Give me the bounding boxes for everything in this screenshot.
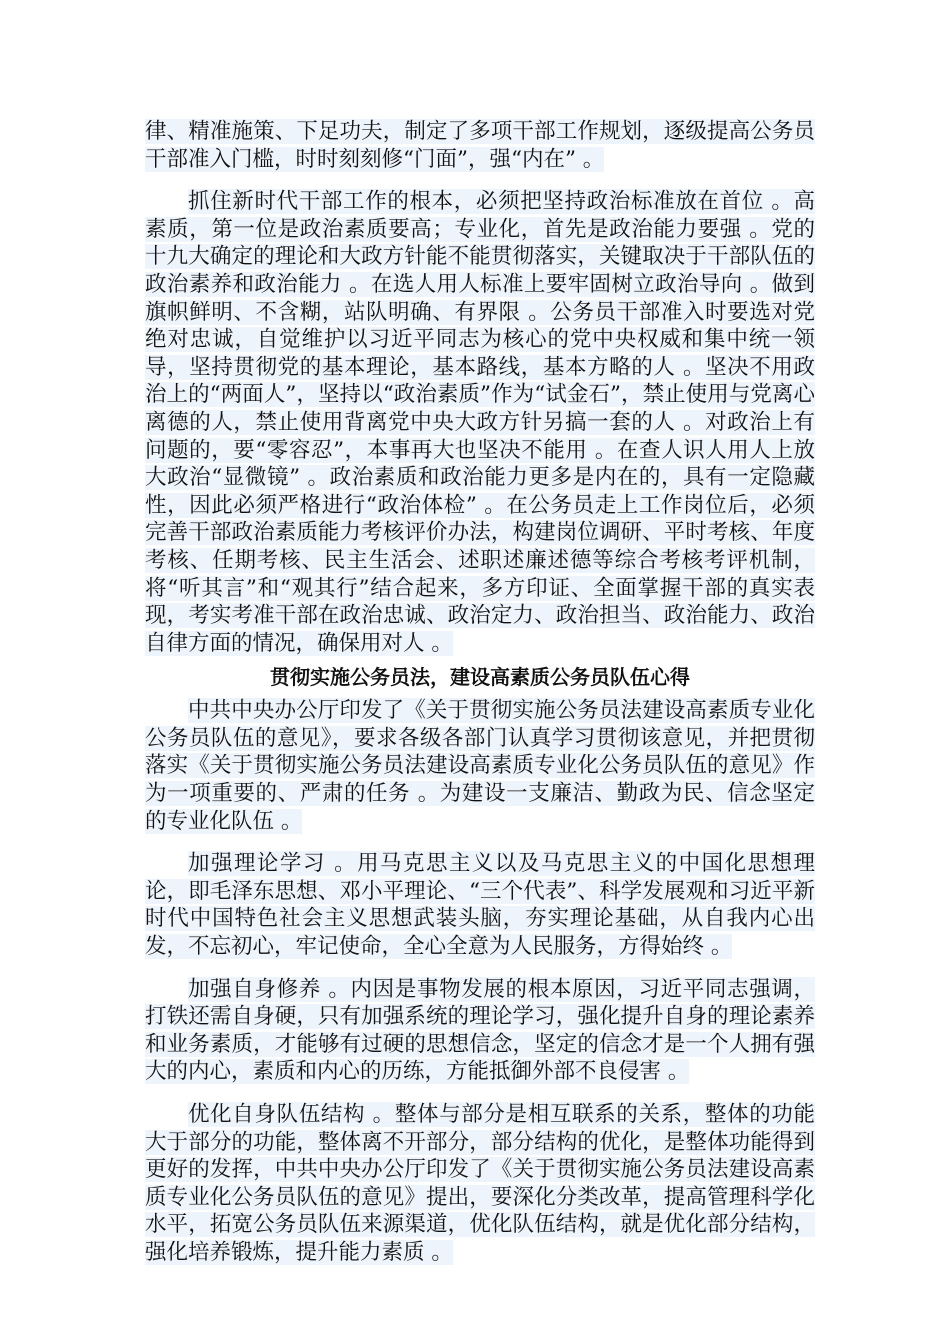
paragraph-text: 抓住新时代干部工作的根本，必须把坚持政治标准放在首位 。高素质，第一位是政治素质要高；专业化，首先是政治能力要强 。党的十九大确定的理论和大政方针能不能贯彻落实，关键取决于干部队伍的政治素养和政治能力 。在选人用人标准上要牢固树立政治导向 。做到旗帜鲜明、不含糊，站队明确、有界限 。公务员干部准入时要选对党绝对忠诚，自觉维护以习近平同志为核心的党中央权威和集中统一领导，坚持贯彻党的基本理论，基本路线，基本方略的人 。坚决不用政治上的“两面人”，坚持以“政治素质”作为“试金石”，禁止使用与党离心离德的人，禁止使用背离党中央大政方针另搞一套的人 。对政治上有问题的，要“零容忍”，本事再大也坚决不能用 。在查人识人用人上放大政治“显微镜” 。政治素质和政治能力更多是内在的，具有一定隐藏性，因此必须严格进行“政治体检” 。在公务员走上工作岗位后，必须完善干部政治素质能力考核评价办法，构建岗位调研、平时考核、年度考核、任期考核、民主生活会、述职述廉述德等综合考核考评机制，将“听其言”和“观其行”结合起来，多方印证、全面掌握干部的真实表现，考实考准干部在政治忠诚、政治定力、政治担当、政治能力、政治自律方面的情况，确保用对人 。 xyxy=(145,189,815,656)
paragraph-political-standard xyxy=(145,188,815,657)
section-heading: 贯彻实施公务员法，建设高素质公务员队伍心得 xyxy=(270,665,690,690)
paragraph-continued xyxy=(145,118,815,173)
paragraph-text: 加强自身修养 。内因是事物发展的根本原因，习近平同志强调，打铁还需自身硬，只有加强系统的理论学习，强化提升自身的理论素养和业务素质，才能够有过硬的思想信念，坚定的信念才是一个人拥有强大的内心，素质和内心的历练，方能抵御外部不良侵害 。 xyxy=(145,976,815,1085)
paragraph-text: 律、精准施策、下足功夫，制定了多项干部工作规划，逐级提高公务员干部准入门槛，时时刻刻修“门面”，强“内在” 。 xyxy=(145,119,815,172)
document-page xyxy=(145,118,815,1267)
paragraph-text: 加强理论学习 。用马克思主义以及马克思主义的中国化思想理论，即毛泽东思想、邓小平理论、“三个代表”、科学发展观和习近平新时代中国特色社会主义思想武装头脑，夯实理论基础，从自我内心出发，不忘初心，牢记使命，全心全意为人民服务，方得始终 。 xyxy=(145,851,815,960)
paragraph-text: 中共中央办公厅印发了《关于贯彻实施公务员法建设高素质专业化公务员队伍的意见》，要求各级各部门认真学习贯彻该意见，并把贯彻落实《关于贯彻实施公务员法建设高素质专业化公务员队伍的意见》作为一项重要的、严肃的任务 。为建设一支廉洁、勤政为民、信念坚定的专业化队伍 。 xyxy=(145,698,815,834)
paragraph-text: 优化自身队伍结构 。整体与部分是相互联系的关系，整体的功能大于部分的功能，整体离不开部分，部分结构的优化，是整体功能得到更好的发挥，中共中央办公厅印发了《关于贯彻实施公务员法建设高素质专业化公务员队伍的意见》提出，要深化分类改革，提高管理科学化水平，拓宽公务员队伍来源渠道，优化队伍结构，就是优化部分结构，强化培养锻炼，提升能力素质 。 xyxy=(145,1102,815,1265)
paragraph-theory-study xyxy=(145,850,815,960)
paragraph-team-structure xyxy=(145,1101,815,1267)
paragraph-intro xyxy=(145,697,815,835)
paragraph-self-cultivation xyxy=(145,976,815,1086)
paragraph-gap xyxy=(145,173,815,188)
paragraph-gap xyxy=(145,1086,815,1101)
paragraph-gap xyxy=(145,835,815,850)
paragraph-gap xyxy=(145,961,815,976)
